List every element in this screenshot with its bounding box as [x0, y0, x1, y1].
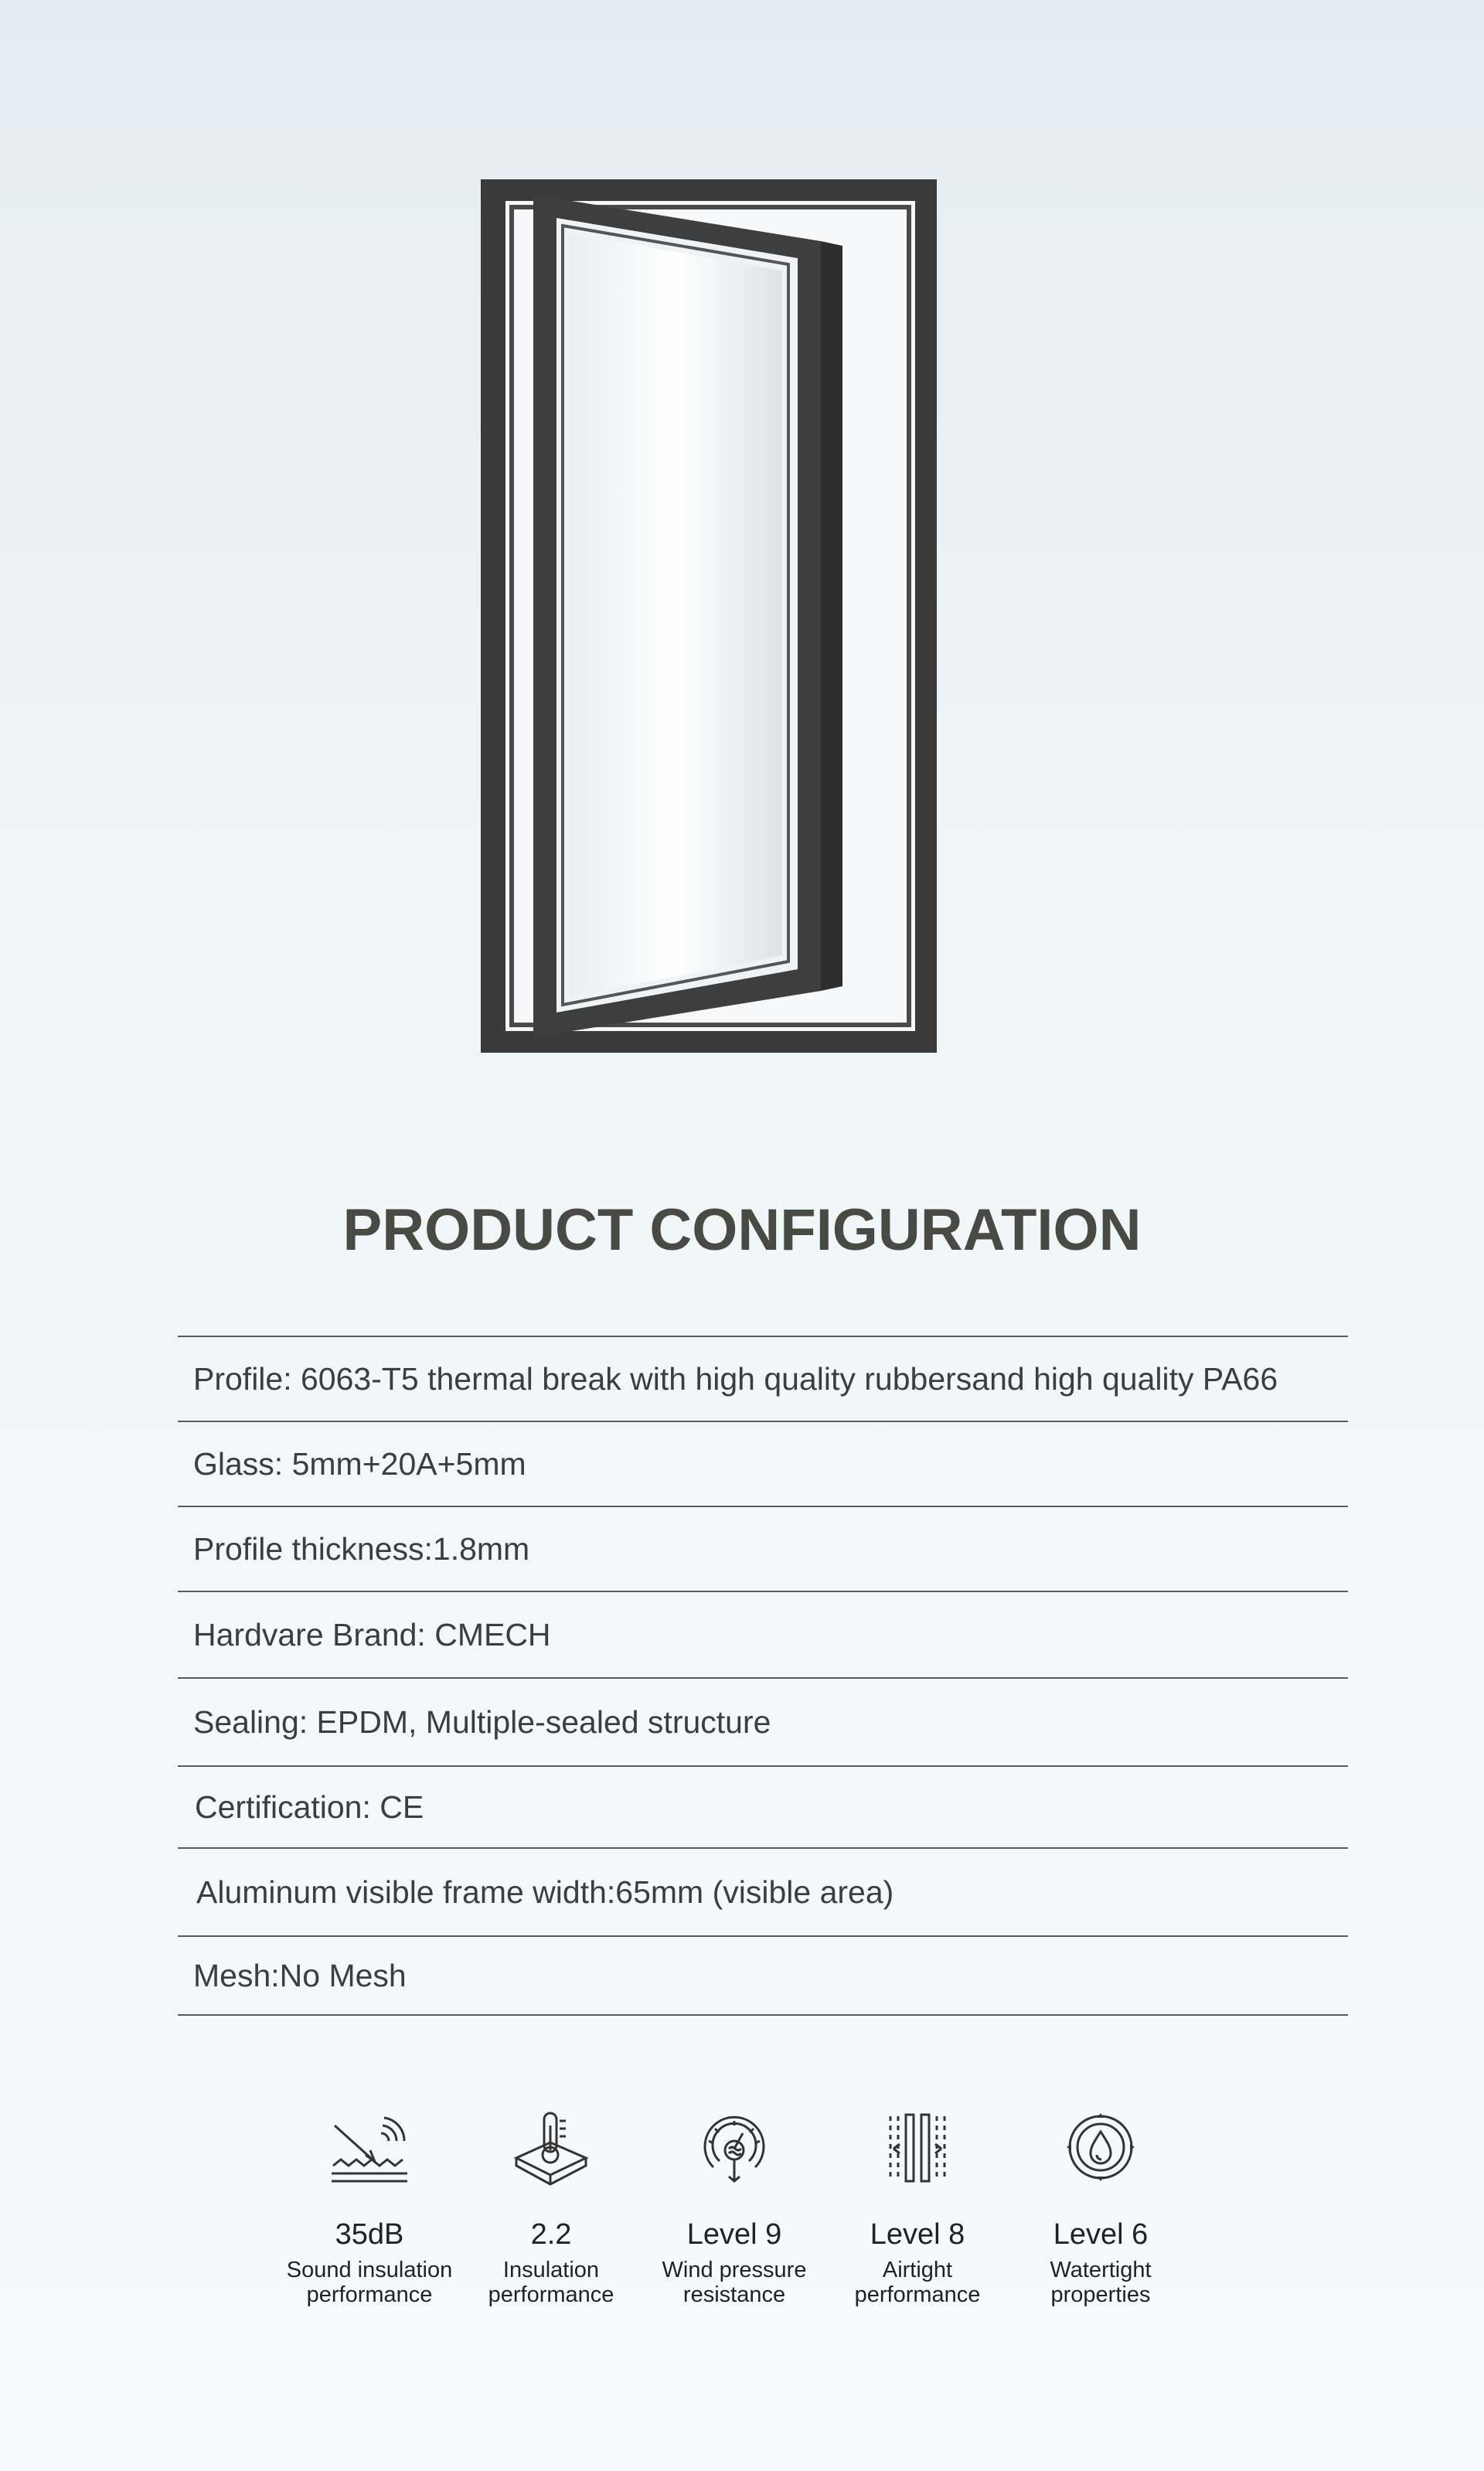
feature-desc: Watertight properties: [1050, 2258, 1152, 2307]
spec-row-glass: [178, 1421, 1348, 1506]
feature-value: Level 9: [686, 2218, 782, 2251]
spec-label: Sealing: EPDM, Multiple-sealed structure: [193, 1703, 771, 1740]
spec-row-frame-width: [178, 1847, 1348, 1935]
feature-desc: Insulation performance: [488, 2258, 614, 2307]
feature-sound-insulation: [277, 2110, 462, 2307]
spec-label: Certification: CE: [195, 1789, 424, 1825]
feature-desc: Wind pressure resistance: [662, 2258, 807, 2307]
spec-label: Profile thickness:1.8mm: [193, 1530, 530, 1567]
casement-window-illustration: [481, 179, 937, 1053]
feature-watertight: [1008, 2110, 1193, 2307]
feature-wind-pressure: [642, 2110, 827, 2307]
feature-desc: Sound insulation performance: [286, 2258, 453, 2307]
spec-row-thickness: [178, 1506, 1348, 1591]
spec-row-mesh: [178, 1935, 1348, 2016]
spec-label: Hardvare Brand: CMECH: [193, 1616, 551, 1652]
pressure-gauge-icon: [692, 2110, 777, 2187]
performance-features: [0, 2110, 1484, 2342]
spec-label: Profile: 6063-T5 thermal break with high quality rubbersand high quality PA66: [193, 1360, 1278, 1397]
spec-table: [178, 1336, 1348, 2016]
section-title: PRODUCT CONFIGURATION: [342, 1197, 1142, 1263]
spec-label: Mesh:No Mesh: [193, 1957, 407, 1993]
feature-airtight: [825, 2110, 1010, 2307]
spec-row-hardware: [178, 1591, 1348, 1677]
spec-label: Glass: 5mm+20A+5mm: [193, 1445, 526, 1482]
spec-row-certification: [178, 1765, 1348, 1847]
spec-row-profile: [178, 1336, 1348, 1421]
sound-wave-icon: [327, 2110, 412, 2187]
spec-row-sealing: [178, 1677, 1348, 1765]
feature-value: 2.2: [530, 2218, 572, 2251]
feature-value: Level 8: [870, 2218, 965, 2251]
feature-value: 35dB: [335, 2218, 404, 2251]
thermometer-icon: [509, 2110, 594, 2187]
feature-desc: Airtight performance: [854, 2258, 981, 2307]
feature-value: Level 6: [1053, 2218, 1149, 2251]
airflow-icon: [875, 2110, 960, 2187]
water-drop-icon: [1058, 2110, 1143, 2187]
spec-label: Aluminum visible frame width:65mm (visible area): [196, 1874, 894, 1910]
feature-insulation: [458, 2110, 644, 2307]
